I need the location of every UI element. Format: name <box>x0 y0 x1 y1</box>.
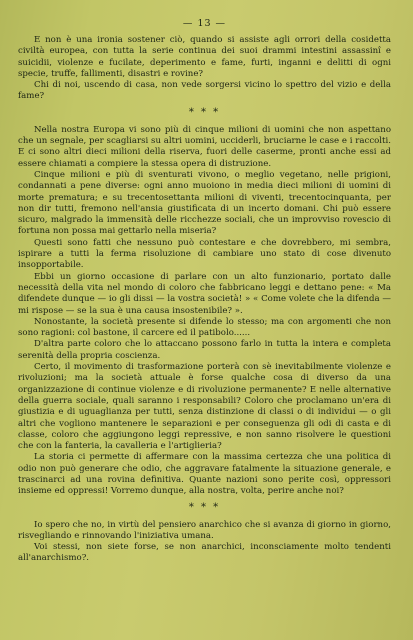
paragraph: Questi sono fatti che nessuno può contestare e che dovrebbero, mi sembra, ispirare a tutti la ferma risoluzione di cambiare uno stato di cose divenuto insopportabile. <box>18 237 391 271</box>
paragraph: Ebbi un giorno occasione di parlare con un alto funzionario, portato dalle necessità della vita nel mondo di coloro che fabbricano leggi e dettano pene: « Ma difendete dunque — io gli dissi — la vostra società! » « Come volete che la difenda — mi rispose — se la sua è una causa insostenibile? ». <box>18 271 391 316</box>
section-separator <box>18 106 391 118</box>
paragraph: Nella nostra Europa vi sono più di cinque milioni di uomini che non aspettano che un segnale, per scagliarsi su altri uomini, ucciderli, bruciarne le case e i raccolti. E ci sono altri dieci milioni della riserva, fuori delle caserme, pronti anche essi ad essere chiamati a compiere la stessa opera di distruzione. <box>18 124 391 169</box>
paragraph: Io spero che no, in virtù del pensiero anarchico che si avanza di giorno in giorno, risvegliando e rinnovando l'iniziativa umana. <box>18 519 391 541</box>
section-2 <box>18 125 391 498</box>
paragraph: La storia ci permette di affermare con la massima certezza che una politica di odio non può generare che odio, che aggravare fatalmente la situazione generale, e trascinarci ad una rovina definitiva. Quante nazioni sono perite così, oppressori insieme ed oppressi! Vorremo dunque, alla nostra, volta, perire anche noi? <box>18 452 391 497</box>
section-1 <box>18 35 391 103</box>
paragraph: E non è una ironia sostener ciò, quando si assiste agli orrori della cosidetta civiltà europea, con tutta la serie continua dei suoi drammi intestini assassinî e suicidii, violenze e fucilate, deperimento e fame, furti, inganni e delitti di ogni specie, truffe, fallimenti, disastri e rovine? <box>18 35 391 79</box>
asterism: * * * <box>188 106 221 118</box>
page-number: — 13 — <box>182 18 227 29</box>
section-3 <box>18 520 391 565</box>
paragraph: D'altra parte coloro che lo attaccano possono farlo in tutta la intera e completa serenità della propria coscienza. <box>18 339 391 361</box>
paragraph: Voi stessi, non siete forse, se non anarchici, inconsciamente molto tendenti all'anarchismo?. <box>18 542 391 564</box>
paragraph: Certo, il movimento di trasformazione porterà con sè inevitabilmente violenze e rivoluzioni; ma la società attuale è forse qualche cosa di diverso da una organizzazione di continue violenze e di rivoluzione permanente? E nelle alternative della guerra sociale, quali saranno i responsabili? Coloro che proclamano un'era di giustizia e di uguaglianza per tutti, senza distinzione di classi o di individui — o gli altri che vogliono mantenere le separazioni e per conseguenza gli odi di casta e di classe, coloro che aggiungono leggi repressive, e non sanno risolvere le questioni che con la fanteria, la cavalleria e l'artiglieria? <box>18 362 391 452</box>
section-separator <box>18 501 391 513</box>
asterism: * * * <box>188 501 221 513</box>
paragraph: Cinque milioni e più di sventurati vivono, o meglio vegetano, nelle prigioni, condannati a pene diverse: ogni anno muoiono in media dieci milioni di uomini di morte prematura; e su trecentosettanta milioni di viventi, trecentocinquanta, per non dir tutti, fremono nell'ansia giustificata di un incerto domani. Chi può essere sicuro, malgrado la immensità delle ricchezze sociali, che un improvviso rovescio di fortuna non possa mai gettarlo nella miseria? <box>18 169 391 237</box>
paragraph: Nonostante, la società presente si difende lo stesso; ma con argomenti che non sono ragioni: col bastone, il carcere ed il patibolo...... <box>18 316 391 339</box>
paragraph: Chi di noi, uscendo di casa, non vede sorgersi vicino lo spettro del vizio e della fame? <box>18 80 391 102</box>
